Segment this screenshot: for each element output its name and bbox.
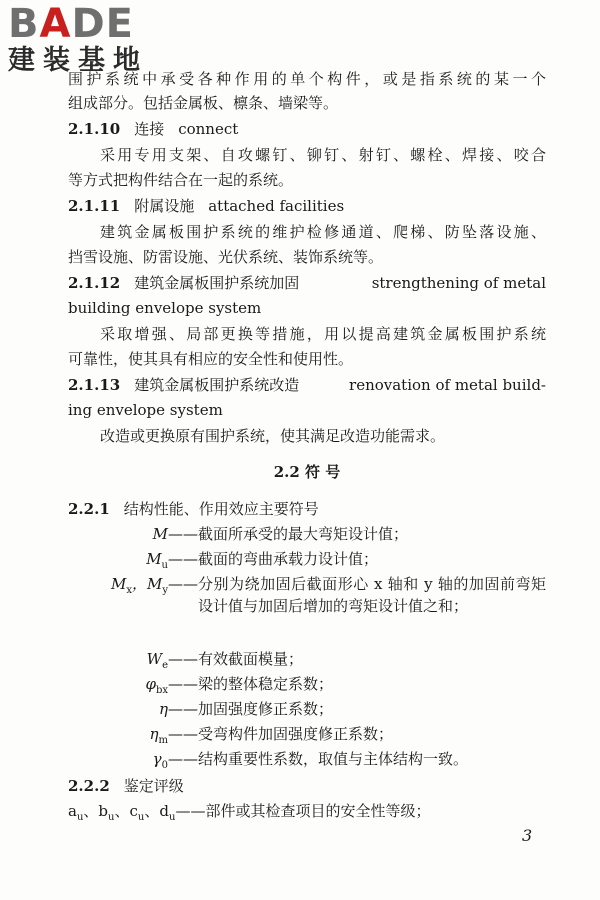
term-heading-2-1-10: 2.1.10 连接 connect [68, 120, 239, 138]
term-body: 采取增强、局部更换等措施，用以提高建筑金属板围护系统 [100, 325, 546, 343]
symbol-definition: 受弯构件加固强度修正系数； [198, 725, 394, 743]
symbol-definition: 截面的弯曲承载力设计值； [198, 550, 379, 568]
term-heading-2-1-12: 2.1.12 建筑金属板围护系统加固 strengthening of metal [68, 274, 546, 292]
rating-symbol-b: $b_u$ [98, 802, 115, 823]
term-heading-2-1-13: 2.1.13 建筑金属板围护系统改造 renovation of metal build- [68, 376, 546, 394]
term-en-continuation: ing envelope system [68, 401, 223, 419]
symbol-Mu: $M_u——$ [146, 550, 198, 571]
logo-wordmark: BADE [8, 1, 134, 47]
symbol-definition: 截面所承受的最大弯矩设计值； [198, 525, 409, 543]
subsection-heading-2-2-2: 2.2.2 鉴定评级 [68, 777, 184, 795]
symbol-definition: 分别为绕加固后截面形心 x 轴和 y 轴的加固前弯矩设计值与加固后增加的弯矩设计值之和； [198, 575, 546, 615]
symbol-M: M—— [152, 525, 198, 543]
page-number: 3 [522, 826, 533, 845]
term-body: 挡雪设施、防雷设施、光伏系统、装饰系统等。 [68, 248, 384, 266]
rating-symbols-line: $a_u$、$b_u$、$c_u$、$d_u——$部件或其检查项目的安全性等级； [68, 802, 431, 823]
term-en-continuation: building envelope system [68, 299, 262, 317]
term-body: 等方式把构件结合在一起的系统。 [68, 171, 294, 189]
intro-line: 组成部分。包括金属板、檩条、墙梁等。 [68, 94, 339, 112]
logo-chinese-text: 建装基地 [8, 45, 148, 76]
symbol-phi-bx: $\varphi_{bx}——$ [145, 675, 198, 696]
term-body: 可靠性，使其具有相应的安全性和使用性。 [68, 350, 354, 368]
symbol-definition: 梁的整体稳定系数； [198, 675, 334, 693]
bade-logo [8, 1, 178, 76]
rating-symbol-d: $d_u$ [159, 802, 176, 823]
symbol-Mx-My: $M_x$，$M_y——$ [110, 575, 198, 596]
rating-symbol-c: $c_u$ [129, 802, 145, 823]
term-heading-2-1-11: 2.1.11 附属设施 attached facilities [68, 197, 345, 215]
rating-symbol-a: $a_u$ [68, 802, 84, 823]
symbol-eta-m: $\eta_m——$ [149, 725, 198, 746]
symbol-definition: 有效截面模量； [198, 650, 304, 668]
symbol-eta: η—— [159, 700, 198, 718]
section-title-2-2: 2.2 符 号 [273, 463, 341, 481]
subsection-heading-2-2-1: 2.2.1 结构性能、作用效应主要符号 [68, 500, 319, 518]
symbol-We: $W_e——$ [146, 650, 198, 671]
symbol-definition: 结构重要性系数，取值与主体结构一致。 [198, 750, 469, 768]
term-body: 建筑金属板围护系统的维护检修通道、爬梯、防坠落设施、 [100, 223, 546, 241]
symbol-definition: 加固强度修正系数； [198, 700, 334, 718]
term-body: 改造或更换原有围护系统，使其满足改造功能需求。 [100, 427, 446, 445]
intro-line: 围护系统中承受各种作用的单个构件，或是指系统的某一个 [68, 70, 546, 88]
term-body: 采用专用支架、自攻螺钉、铆钉、射钉、螺栓、焊接、咬合 [100, 146, 546, 164]
symbol-gamma-0: $\gamma_0——$ [152, 750, 198, 771]
